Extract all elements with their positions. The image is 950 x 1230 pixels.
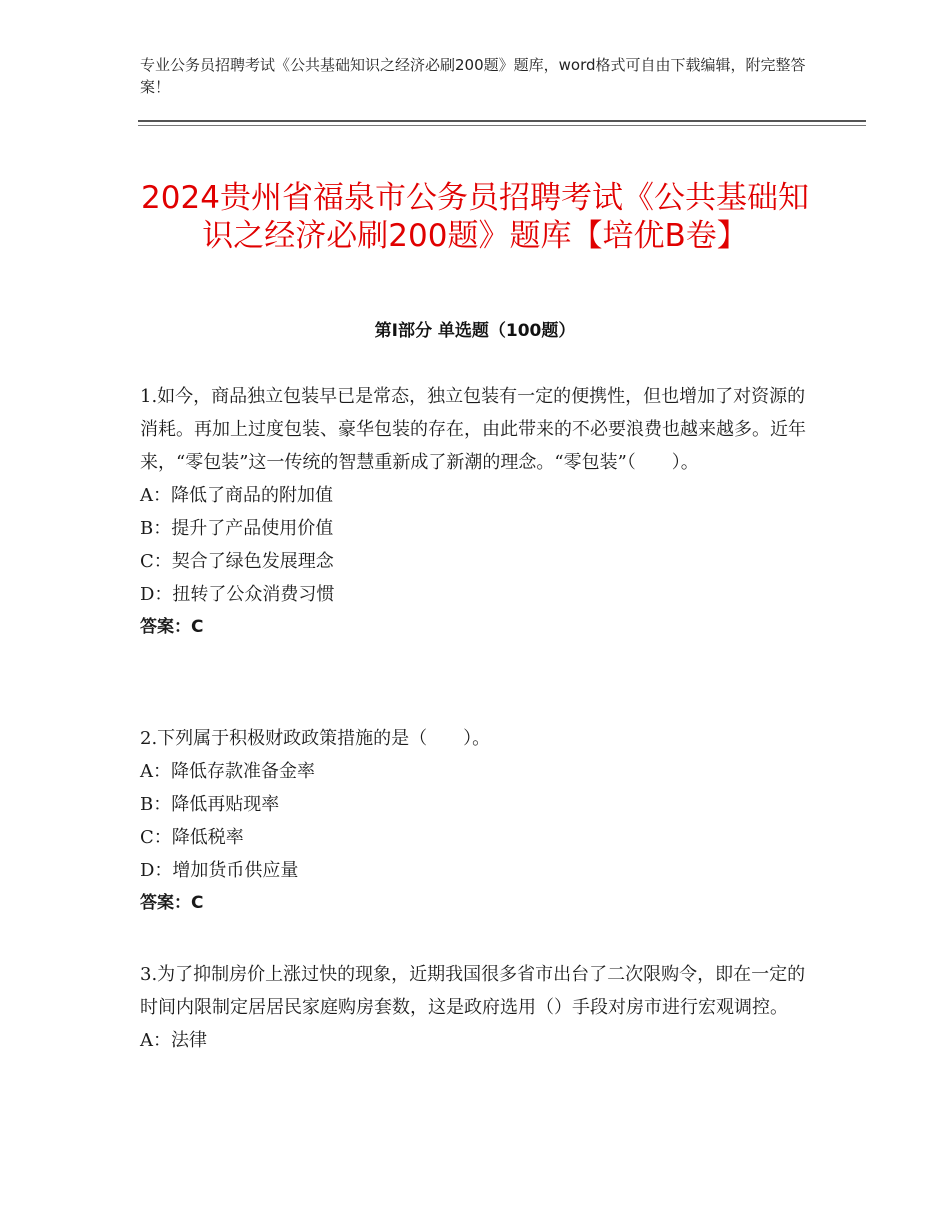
question-stem: 2.下列属于积极财政政策措施的是（ ）。 bbox=[140, 728, 491, 749]
option-a: A：降低了商品的附加值 bbox=[140, 485, 333, 506]
section-heading: 第I部分 单选题（100题） bbox=[374, 321, 576, 341]
question-stem: 1.如今，商品独立包装早已是常态，独立包装有一定的便携性，但也增加了对资源的消耗。再加上过度包装、豪华包装的存在，由此带来的不必要浪费也越来越多。近年来，“零包装”这一传统的智慧重新成了新潮的理念。“零包装”（ ）。 bbox=[140, 386, 806, 473]
option-d: D：扭转了公众消费习惯 bbox=[140, 584, 335, 605]
option-b: B：提升了产品使用价值 bbox=[140, 518, 334, 539]
option-b: B：降低再贴现率 bbox=[140, 794, 280, 815]
option-a: A：法律 bbox=[140, 1030, 207, 1051]
question-stem: 3.为了抑制房价上涨过快的现象，近期我国很多省市出台了二次限购令，即在一定的时间内限制定居居民家庭购房套数，这是政府选用（）手段对房市进行宏观调控。 bbox=[140, 964, 806, 1018]
option-c: C：降低税率 bbox=[140, 827, 244, 848]
answer: 答案：C bbox=[140, 893, 204, 913]
question-2 bbox=[140, 722, 810, 920]
option-c: C：契合了绿色发展理念 bbox=[140, 551, 334, 572]
header-divider-thin bbox=[138, 125, 866, 126]
header-divider-thick bbox=[138, 120, 866, 122]
document-title: 2024贵州省福泉市公务员招聘考试《公共基础知识之经济必刷200题》题库【培优B卷】 bbox=[141, 179, 809, 254]
answer: 答案：C bbox=[140, 617, 204, 637]
option-a: A：降低存款准备金率 bbox=[140, 761, 315, 782]
header-note: 专业公务员招聘考试《公共基础知识之经济必刷200题》题库，word格式可自由下载编辑，附完整答案！ bbox=[140, 56, 806, 96]
question-3 bbox=[140, 958, 810, 1057]
option-d: D：增加货币供应量 bbox=[140, 860, 299, 881]
question-1 bbox=[140, 380, 810, 644]
